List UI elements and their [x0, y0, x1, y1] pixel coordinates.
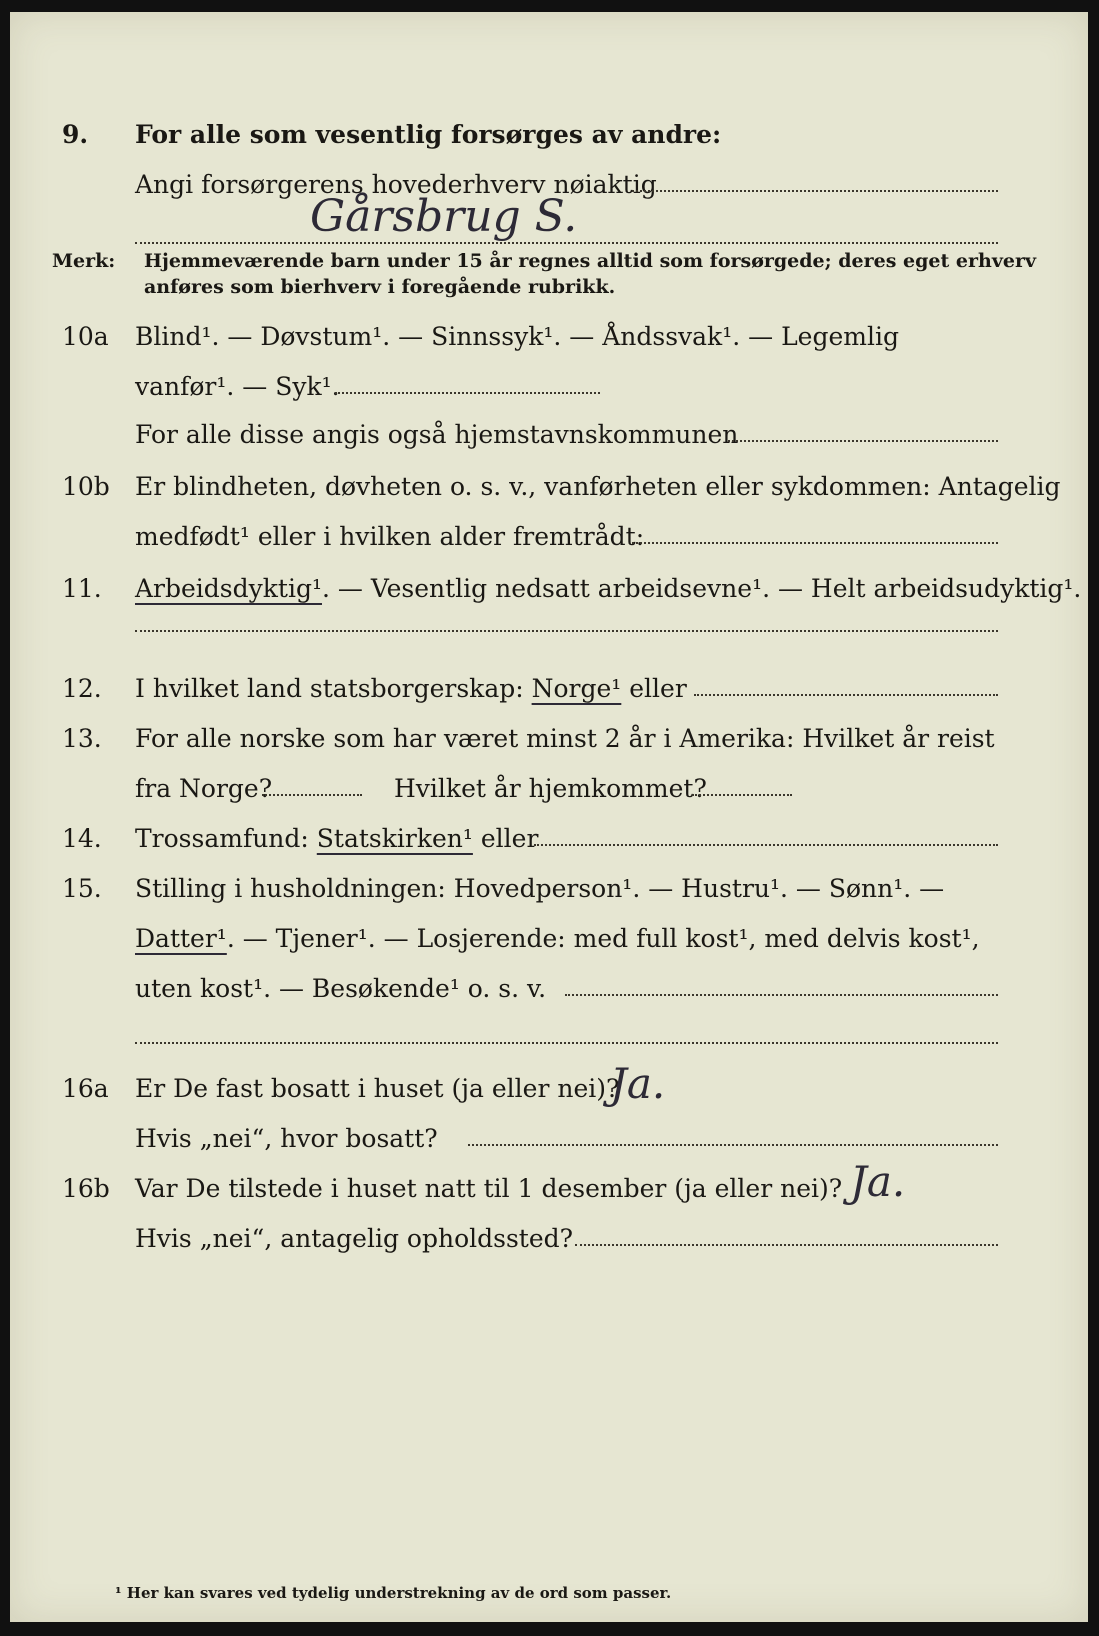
answer-line	[632, 542, 998, 544]
question-text-post: eller	[480, 824, 539, 853]
question-text: Hvis „nei“, antagelig opholdssted?	[135, 1224, 574, 1253]
question-number: 9.	[62, 120, 89, 149]
answer-line	[534, 844, 998, 846]
answer-line	[468, 1144, 998, 1146]
underlined-option: Statskirken¹	[316, 824, 473, 853]
question-number: 14.	[62, 824, 102, 853]
underlined-option: Datter¹	[135, 924, 227, 953]
question-text: vanfør¹. — Syk¹.	[135, 372, 340, 401]
answer-line	[565, 994, 998, 996]
question-text: medfødt¹ eller i hvilken alder fremtrådt:	[135, 522, 645, 551]
question-number: 10a	[62, 322, 109, 351]
answer-line	[692, 794, 792, 796]
question-number: 12.	[62, 674, 102, 703]
question-text: For alle norske som har været minst 2 år i Amerika: Hvilket år reist	[135, 724, 995, 753]
answer-line	[728, 440, 998, 442]
question-text-rest: . — Vesentlig nedsatt arbeidsevne¹. — Helt arbeidsudyktig¹.	[321, 574, 1082, 603]
question-text: Er blindheten, døvheten o. s. v., vanførheten eller sykdommen: Antagelig	[135, 472, 1061, 501]
question-text: uten kost¹. — Besøkende¹ o. s. v.	[135, 974, 547, 1003]
question-number: 16b	[62, 1174, 110, 1203]
question-text: Er De fast bosatt i huset (ja eller nei)?	[135, 1074, 620, 1103]
question-number: 16a	[62, 1074, 109, 1103]
question-text-post: eller	[629, 674, 687, 703]
question-text: Angi forsørgerens hovederhverv nøiaktig	[135, 170, 657, 199]
note-text: Hjemmeværende barn under 15 år regnes alltid som forsørgede; deres eget erhverv	[144, 250, 1036, 272]
note-text: anføres som bierhverv i foregående rubrikk.	[144, 276, 616, 298]
question-text-pre: Trossamfund:	[135, 824, 309, 853]
answer-line	[632, 190, 998, 192]
note-label: Merk:	[52, 250, 116, 272]
question-text: Var De tilstede i huset natt til 1 desember (ja eller nei)?	[135, 1174, 843, 1203]
answer-line	[135, 630, 998, 632]
answer-line	[694, 694, 998, 696]
question-text	[135, 924, 980, 954]
question-number: 15.	[62, 874, 102, 903]
question-text: Stilling i husholdningen: Hovedperson¹. — Hustru¹. — Sønn¹. —	[135, 874, 945, 903]
question-text-pre: I hvilket land statsborgerskap:	[135, 674, 524, 703]
question-text: Blind¹. — Døvstum¹. — Sinnssyk¹. — Åndssvak¹. — Legemlig	[135, 322, 899, 351]
question-number: 10b	[62, 472, 110, 501]
question-number: 11.	[62, 574, 102, 603]
footnote: ¹ Her kan svares ved tydelig understrekning av de ord som passer.	[115, 1584, 672, 1602]
question-text: For alle som vesentlig forsørges av andre:	[135, 120, 722, 149]
answer-line	[262, 794, 362, 796]
handwritten-answer: Gårsbrug S.	[310, 191, 578, 242]
underlined-option: Norge¹	[531, 674, 622, 703]
answer-line	[575, 1244, 998, 1246]
question-text: fra Norge?	[135, 774, 273, 803]
answer-line	[135, 1042, 998, 1044]
question-text-rest: . — Tjener¹. — Losjerende: med full kost¹, med delvis kost¹,	[226, 924, 980, 953]
handwritten-answer: Ja.	[610, 1059, 666, 1108]
question-text	[135, 824, 538, 854]
question-text	[135, 674, 687, 704]
answer-line	[335, 392, 600, 394]
question-number: 13.	[62, 724, 102, 753]
question-text: Hvis „nei“, hvor bosatt?	[135, 1124, 438, 1153]
census-form-page	[10, 12, 1088, 1622]
handwritten-answer: Ja.	[850, 1157, 906, 1206]
question-text: For alle disse angis også hjemstavnskommunen	[135, 420, 739, 449]
underlined-option: Arbeidsdyktig¹	[135, 574, 322, 603]
question-text	[135, 574, 1081, 604]
question-text: Hvilket år hjemkommet?	[394, 774, 707, 803]
answer-line	[135, 242, 998, 244]
